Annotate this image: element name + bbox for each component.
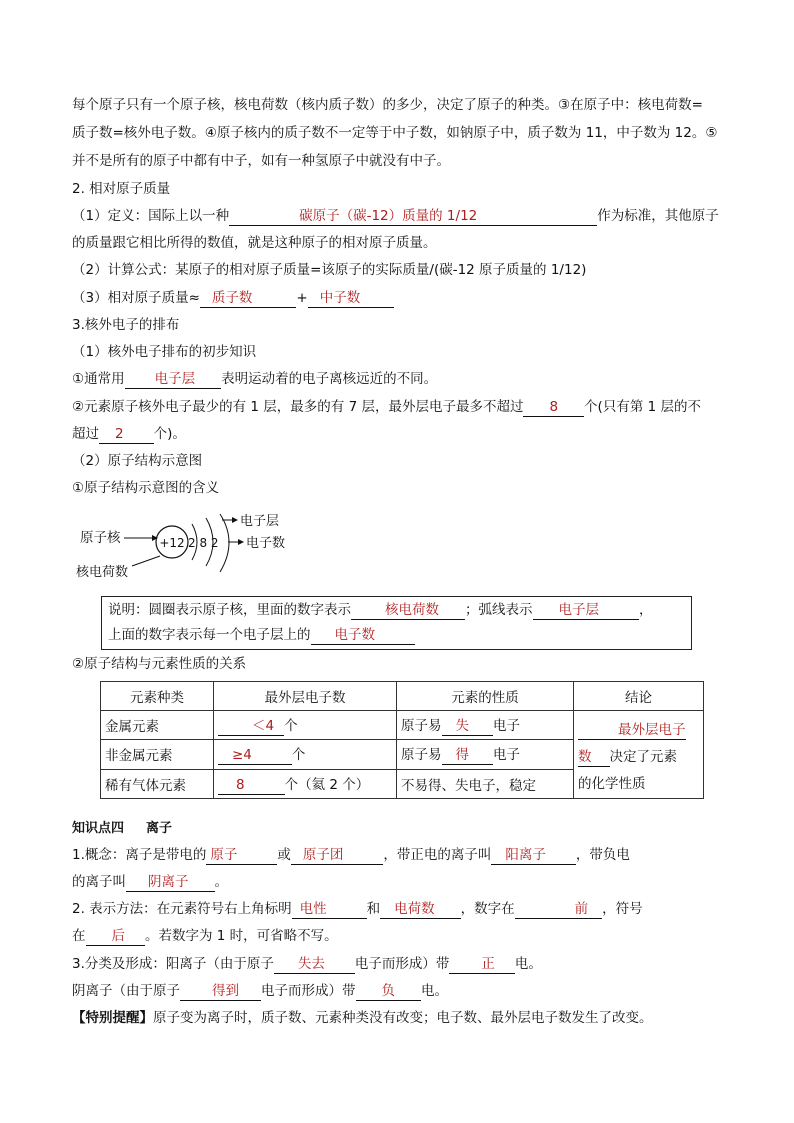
- property-prefix: 原子易: [401, 718, 442, 735]
- approx-blank-1: [200, 290, 297, 308]
- approx-answer-1: 质子数: [211, 290, 253, 306]
- anion-formation-blank-1: [180, 983, 261, 1001]
- nucleus-charge: +12: [159, 536, 185, 550]
- electron-label: 电子数: [246, 536, 286, 551]
- shell-usage-line: [72, 369, 437, 389]
- outer-electron-blank: [218, 747, 292, 765]
- ion-notation-and: 和: [366, 901, 381, 917]
- special-tip-text: 原子变为离子时，质子数、元素种类没有改变；电子数、最外层电子数发生了改变。: [153, 1010, 653, 1026]
- outer-electron-cell: [214, 740, 397, 769]
- anion-formation-answer-2: 负: [381, 983, 395, 999]
- definition-line-2: 的质量跟它相比所得的数值，就是这种原子的相对原子质量。: [72, 235, 437, 251]
- explanation-blank-1: [351, 602, 465, 620]
- shell-pointer-head: [232, 517, 238, 523]
- outer-electron-cell: [214, 769, 397, 798]
- property-blank: [442, 747, 494, 765]
- ion-concept-mid: ，带正电的离子叫: [383, 847, 492, 863]
- outer-electron-unit: 个: [284, 718, 298, 735]
- special-tip-line: [72, 1008, 653, 1028]
- ion-formation-blank-2: [449, 956, 515, 974]
- outer-electron-answer: 8: [236, 776, 245, 793]
- shell-arc-3: [220, 514, 229, 572]
- formula-line: （2）计算公式：某原子的相对原子质量=该原子的实际质量/(碳-12 原子质量的 1/12): [72, 262, 587, 278]
- ion-concept-2-prefix: 的离子叫: [72, 874, 126, 890]
- anion-formation-prefix: 阴离子（由于原子: [72, 983, 180, 999]
- ion-notation-line: [72, 899, 643, 919]
- explanation-answer-2: 电子层: [558, 602, 599, 618]
- property-blank: [442, 718, 494, 736]
- ion-concept-2-blank: [126, 874, 215, 892]
- conclusion-line-3: 的化学性质: [578, 776, 646, 792]
- intro-line-1: 每个原子只有一个原子核，核电荷数（核内质子数）的多少，决定了原子的种类。③在原子中：核电荷数=: [72, 97, 703, 113]
- first-shell-blank: [99, 426, 154, 444]
- conclusion-blank-2: [578, 749, 610, 767]
- ion-concept-answer-2: 原子团: [302, 847, 344, 863]
- explanation-line-1: [108, 600, 653, 620]
- section-3-title: 3.核外电子的排布: [72, 317, 180, 333]
- property-cell: 不易得、失电子，稳定: [397, 769, 574, 798]
- ion-notation-prefix: 2. 表示方法：在元素符号右上角标明: [72, 901, 292, 917]
- ion-concept-suffix: ，带负电: [575, 847, 630, 863]
- ion-heading-title: 离子: [146, 821, 173, 836]
- section-3-sub-1: （1）核外电子排布的初步知识: [72, 344, 257, 360]
- section-3-sub-2: （2）原子结构示意图: [72, 453, 203, 469]
- anion-formation-blank-2: [356, 983, 422, 1001]
- first-shell-prefix: 超过: [72, 426, 99, 442]
- conclusion-answer-2: 数: [578, 749, 592, 765]
- ion-notation-blank-2: [380, 901, 461, 919]
- ion-concept-blank-2: [291, 847, 384, 865]
- shell-usage-blank: [125, 371, 222, 389]
- ion-formation-answer-2: 正: [481, 956, 495, 972]
- outer-electron-unit: 个（氦 2 个）: [284, 776, 370, 793]
- outer-electron-answer: ＜4: [252, 718, 275, 735]
- explanation-blank-3: [311, 627, 416, 645]
- ion-notation-line-2: [72, 926, 338, 946]
- approx-line: [72, 288, 394, 308]
- approx-answer-2: 中子数: [319, 290, 361, 306]
- ion-notation-answer-3: 前: [574, 901, 589, 917]
- explanation-mid: ；弧线表示: [465, 602, 533, 618]
- outer-electron-cell: [214, 711, 397, 740]
- shell-usage-suffix: 表明运动着的电子离核远近的不同。: [221, 371, 438, 387]
- electron-pointer-head: [238, 539, 244, 545]
- ion-concept-blank-3: [491, 847, 576, 865]
- anion-formation-answer-1: 得到: [212, 983, 239, 999]
- conclusion-blank: [578, 722, 686, 740]
- ion-notation-2-suffix: 。若数字为 1 时，可省略不写。: [145, 928, 338, 944]
- ion-concept-2-suffix: 。: [214, 874, 228, 890]
- first-shell-answer: 2: [115, 426, 124, 442]
- approx-prefix: （3）相对原子质量≈: [72, 290, 200, 306]
- element-kind-cell: 稀有气体元素: [101, 769, 214, 798]
- anion-formation-line: [72, 981, 448, 1001]
- table-header-cell: 最外层电子数: [214, 682, 397, 711]
- property-answer: 失: [455, 718, 469, 735]
- first-shell-line: [72, 424, 186, 444]
- charge-label: 核电荷数: [76, 565, 129, 580]
- max-electron-answer: 8: [549, 399, 559, 415]
- conclusion-cell: [574, 711, 704, 799]
- outer-electron-blank: [218, 718, 284, 736]
- ion-notation-suffix: ，符号: [602, 901, 643, 917]
- max-electron-prefix: ②元素原子核外电子最少的有 1 层，最多的有 7 层，最外层电子最多不超过: [72, 399, 524, 415]
- ion-notation-2-answer: 后: [111, 928, 125, 944]
- nucleus-label: 原子核: [80, 530, 121, 546]
- first-shell-suffix: 个)。: [153, 426, 186, 442]
- table-header-cell: 元素种类: [101, 682, 214, 711]
- definition-answer: 碳原子（碳-12）质量的 1/12: [299, 208, 478, 224]
- max-electron-blank: [523, 399, 584, 417]
- atom-structure-diagram: [70, 506, 330, 590]
- outer-electron-unit: 个: [291, 747, 306, 764]
- ion-notation-blank-1: [292, 901, 367, 919]
- ion-notation-answer-1: 电性: [299, 901, 327, 917]
- ion-concept-answer-3: 阳离子: [505, 847, 546, 863]
- ion-concept-answer-1: 原子: [210, 847, 238, 863]
- ion-concept-line-2: [72, 872, 228, 892]
- ion-notation-blank-3: [515, 901, 603, 919]
- definition-line: [72, 206, 719, 226]
- max-electron-suffix: 个(只有第 1 层的不: [584, 399, 701, 415]
- property-cell: [397, 711, 574, 740]
- explanation-prefix: 说明：圆圈表示原子核，里面的数字表示: [108, 602, 351, 618]
- ion-concept-2-answer: 阴离子: [148, 874, 189, 890]
- property-cell: [397, 740, 574, 769]
- ion-concept-or: 或: [277, 847, 291, 863]
- explanation-line-2-prefix: 上面的数字表示每一个电子层上的: [108, 627, 311, 643]
- property-prefix: 原子易: [401, 747, 442, 764]
- element-kind-cell: 非金属元素: [101, 740, 214, 769]
- shell-usage-answer: 电子层: [154, 371, 196, 387]
- definition-suffix: 作为标准，其他原子: [597, 208, 719, 224]
- diagram-meaning-title: ①原子结构示意图的含义: [72, 480, 220, 496]
- ion-notation-2-blank: [86, 928, 146, 946]
- max-electron-line: [72, 397, 701, 417]
- ion-formation-mid: 电子而形成）带: [354, 956, 450, 972]
- conclusion-suffix: 决定了元素: [609, 749, 677, 765]
- ion-formation-blank-1: [274, 956, 355, 974]
- explanation-line-2: [108, 625, 415, 645]
- ion-notation-mid: ，数字在: [460, 901, 515, 917]
- ion-notation-answer-2: 电荷数: [394, 901, 435, 917]
- property-answer: 得: [455, 747, 469, 764]
- explanation-blank-2: [533, 602, 640, 620]
- intro-line-3: 并不是所有的原子中都有中子，如有一种氢原子中就没有中子。: [72, 153, 450, 169]
- ion-concept-prefix: 1.概念：离子是带电的: [72, 847, 207, 863]
- explanation-box: [101, 596, 692, 650]
- section-2-title: 2. 相对原子质量: [72, 181, 171, 197]
- property-suffix: 电子: [493, 718, 520, 735]
- definition-blank: [229, 208, 597, 226]
- ion-concept-line: [72, 845, 630, 865]
- explanation-comma: ，: [639, 602, 653, 618]
- explanation-answer-1: 核电荷数: [385, 602, 439, 618]
- ion-concept-blank-1: [206, 847, 277, 865]
- anion-formation-suffix: 电。: [421, 983, 448, 999]
- anion-formation-mid: 电子而形成）带: [261, 983, 356, 999]
- conclusion-answer-1: 最外层电子: [618, 722, 686, 738]
- table-row: [101, 711, 704, 740]
- shell-label: 电子层: [240, 514, 280, 529]
- approx-blank-2: [308, 290, 395, 308]
- element-property-table: [100, 681, 704, 799]
- table-header-cell: 结论: [574, 682, 704, 711]
- shell-usage-prefix: ①通常用: [72, 371, 125, 387]
- table-header-cell: 元素的性质: [397, 682, 574, 711]
- ion-formation-answer-1: 失去: [297, 956, 325, 972]
- property-suffix: 电子: [493, 747, 520, 764]
- outer-electron-blank: [218, 777, 285, 795]
- approx-plus: +: [296, 290, 308, 306]
- definition-prefix: （1）定义：国际上以一种: [72, 208, 230, 224]
- ion-heading-label: 知识点四: [72, 821, 125, 836]
- ion-formation-prefix: 3.分类及形成：阳离子（由于原子: [72, 956, 274, 972]
- outer-electron-answer: ≥4: [232, 747, 252, 764]
- charge-pointer-line: [132, 556, 160, 566]
- ion-formation-suffix: 电。: [514, 956, 542, 972]
- element-kind-cell: 金属元素: [101, 711, 214, 740]
- relation-title: ②原子结构与元素性质的关系: [72, 656, 247, 672]
- ion-heading: [72, 819, 172, 839]
- table-header-row: [101, 682, 704, 711]
- ion-formation-line: [72, 954, 542, 974]
- ion-notation-2-prefix: 在: [72, 928, 86, 944]
- special-tip-label: 【特别提醒】: [72, 1010, 153, 1026]
- intro-line-2: 质子数=核外电子数。④原子核内的质子数不一定等于中子数，如钠原子中，质子数为 11，中子数为 12。⑤: [72, 125, 718, 141]
- shell-electron-counts: 2 8 2: [188, 536, 219, 550]
- explanation-answer-3: 电子数: [334, 627, 375, 643]
